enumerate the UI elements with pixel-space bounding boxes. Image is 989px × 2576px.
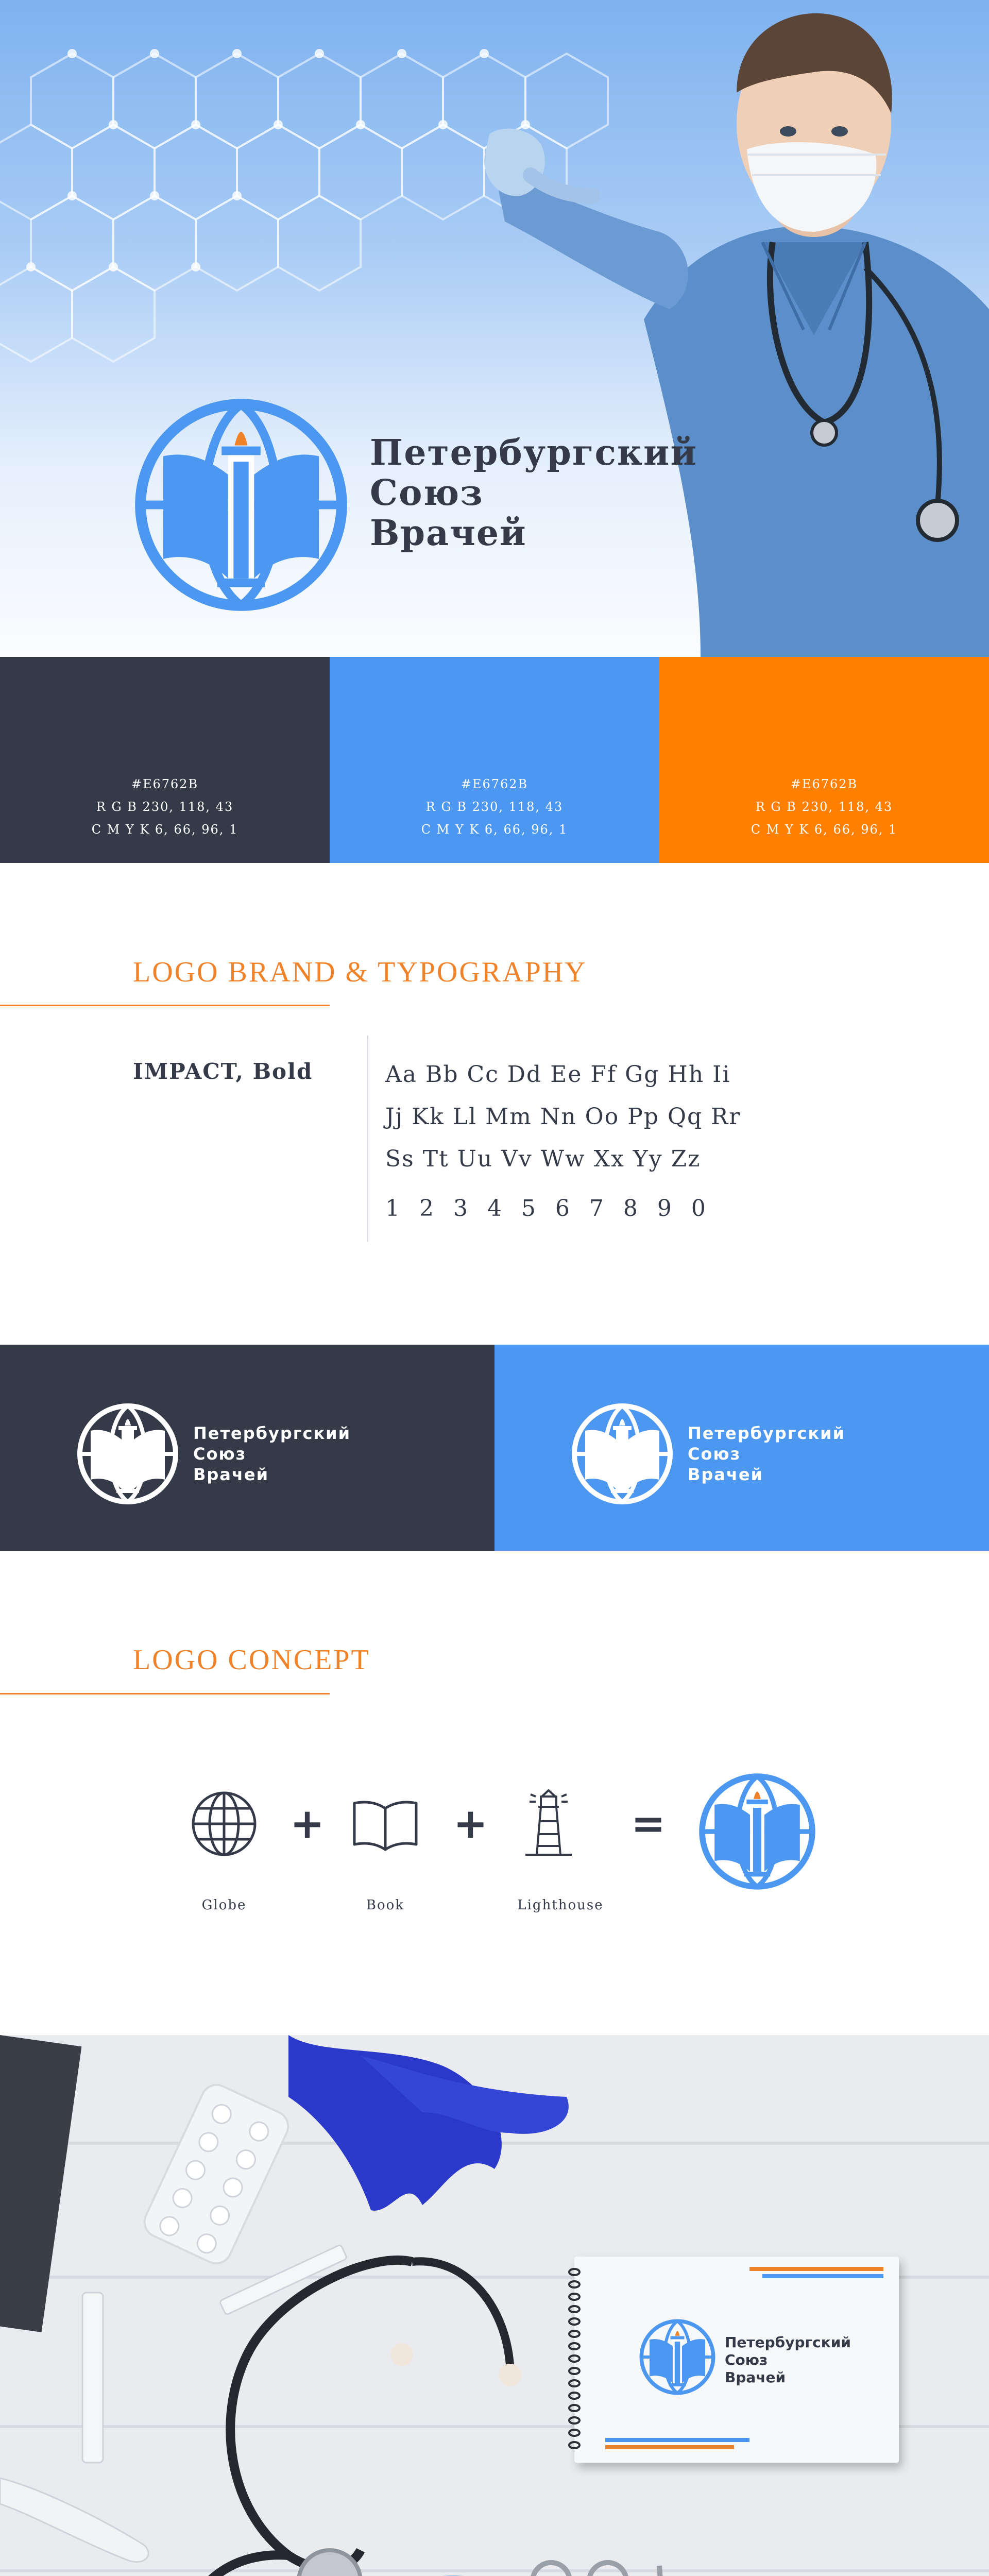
book-icon xyxy=(347,1785,424,1862)
doctor-photo xyxy=(474,0,989,657)
brand-logo-mark xyxy=(133,397,349,613)
concept-label-book: Book xyxy=(366,1897,405,1913)
swatch-cmyk: C M Y K 6, 66, 96, 1 xyxy=(751,822,898,837)
notebook-bar-top-orange xyxy=(749,2267,883,2271)
concept-result-logo xyxy=(698,1772,816,1891)
logo-variant-dark xyxy=(0,1345,494,1551)
typography-title: LOGO BRAND & TYPOGRAPHY xyxy=(133,956,587,988)
swatch-cmyk: C M Y K 6, 66, 96, 1 xyxy=(421,822,568,837)
notebook-mockup xyxy=(574,2257,899,2463)
notebook-bar-top-blue xyxy=(762,2274,883,2278)
mockup-photo xyxy=(0,2035,989,2576)
logo-mark-white xyxy=(76,1402,179,1505)
notebook-spiral xyxy=(568,2267,581,2452)
swatch-hex: #E6762B xyxy=(461,777,528,791)
logo-variant-blue xyxy=(494,1345,989,1551)
notebook-brand-name: Петербургский Союз Врачей xyxy=(725,2334,851,2386)
color-palette xyxy=(0,657,989,863)
notebook-bar-bottom-blue xyxy=(605,2438,749,2442)
concept-title: LOGO CONCEPT xyxy=(133,1644,370,1676)
font-name: IMPACT, Bold xyxy=(133,1059,313,1084)
typography-divider xyxy=(367,1036,368,1242)
variant-brand-name: Петербургский Союз Врачей xyxy=(688,1423,845,1484)
concept-title-rule xyxy=(0,1693,330,1694)
concept-label-globe: Globe xyxy=(201,1897,247,1913)
lighthouse-icon xyxy=(510,1785,587,1862)
swatch-hex: #E6762B xyxy=(131,777,199,791)
variant-brand-name: Петербургский Союз Врачей xyxy=(193,1423,351,1484)
notebook-bar-bottom-orange xyxy=(605,2445,734,2449)
plus-sign: + xyxy=(453,1800,488,1848)
typography-title-rule xyxy=(0,1005,330,1006)
swatch-blue xyxy=(330,657,659,863)
swatch-hex: #E6762B xyxy=(790,777,858,791)
alphabet-specimen: Aa Bb Cc Dd Ee Ff Gg Hh Ii Jj Kk Ll Mm Nn Oo Pp Qq Rr Ss Tt Uu Vv Ww Xx Yy Zz xyxy=(385,1061,741,1172)
swatch-cmyk: C M Y K 6, 66, 96, 1 xyxy=(91,822,238,837)
swatch-dark xyxy=(0,657,330,863)
swatch-rgb: R G B 230, 118, 43 xyxy=(755,800,893,814)
concept-label-lighthouse: Lighthouse xyxy=(517,1897,604,1913)
logo-mark-white xyxy=(571,1402,674,1505)
swatch-orange xyxy=(659,657,989,863)
swatch-rgb: R G B 230, 118, 43 xyxy=(96,800,234,814)
swatch-rgb: R G B 230, 118, 43 xyxy=(425,800,564,814)
globe-icon xyxy=(185,1785,263,1862)
hero-section xyxy=(0,0,989,657)
equals-sign: = xyxy=(631,1800,666,1848)
brand-name: Петербургский Союз Врачей xyxy=(370,432,697,554)
logo-variants xyxy=(0,1345,989,1551)
notebook-logo-mark xyxy=(639,2318,716,2396)
digits-specimen: 1 2 3 4 5 6 7 8 9 0 xyxy=(385,1195,712,1222)
plus-sign: + xyxy=(290,1800,325,1848)
